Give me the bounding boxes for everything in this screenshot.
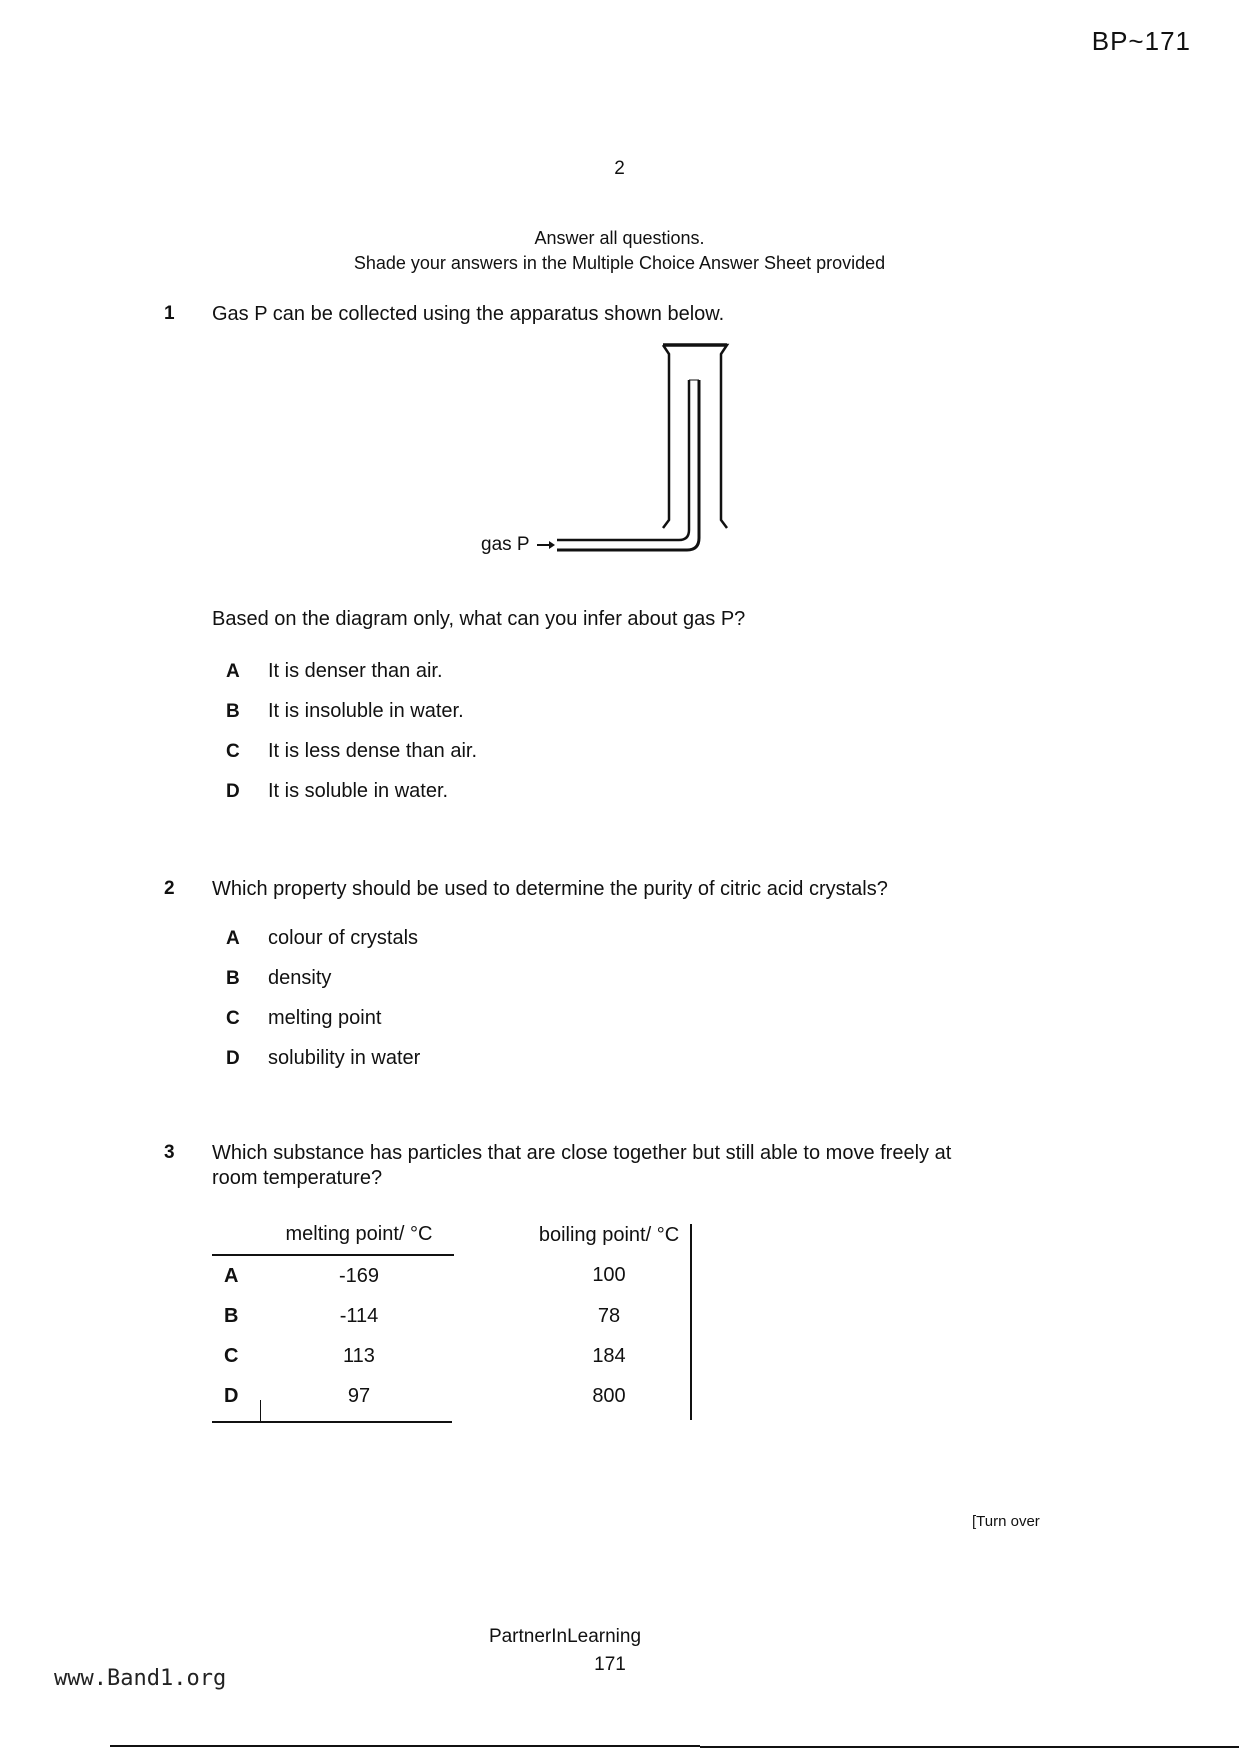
question-prompt: Based on the diagram only, what can you infer about gas P? [212,608,746,630]
boiling-point-cell: 184 [592,1344,626,1367]
melting-point-cell: -114 [339,1304,379,1327]
option-c[interactable] [226,740,477,763]
properties-table [212,1217,704,1416]
option-text: It is soluble in water. [268,780,449,802]
option-d[interactable] [226,780,448,803]
table-row [212,1376,704,1416]
footer-partner: PartnerInLearning [488,1626,642,1647]
diagram-label-gas-p: gas P [481,534,530,555]
table-bottom-border [212,1421,452,1423]
option-text: density [268,967,332,989]
table-inner-border [260,1400,261,1422]
question-stem: Gas P can be collected using the apparatus shown below. [212,303,725,325]
table-right-border [690,1224,692,1420]
row-letter: A [224,1264,239,1287]
gas-jar-delivery-tube-icon [505,340,745,570]
boiling-point-cell: 100 [592,1264,626,1286]
question-number: 3 [164,1142,175,1163]
question-number: 1 [164,303,175,324]
table-header-row [212,1217,704,1255]
document-code: BP~171 [1091,26,1191,56]
option-text: colour of crystals [268,927,419,949]
option-letter: B [226,701,240,722]
question-stem-line-1: Which substance has particles that are close together but still able to move freely at [212,1142,952,1164]
option-letter: C [226,741,240,762]
table-row [212,1296,704,1336]
instruction-line-2: Shade your answers in the Multiple Choice Answer Sheet provided [353,253,886,273]
row-letter: B [224,1304,239,1327]
option-text: It is insoluble in water. [268,700,464,722]
gas-collection-diagram [481,340,745,570]
instruction-line-1: Answer all questions. [534,228,705,248]
melting-point-cell: 97 [347,1384,371,1407]
option-b[interactable] [226,967,331,990]
table-header-boiling: boiling point/ °C [538,1223,680,1246]
table-row [212,1255,704,1296]
option-text: It is denser than air. [268,660,443,682]
option-text: solubility in water [268,1047,421,1069]
question-stem-line-2: room temperature? [212,1167,383,1189]
boiling-point-cell: 78 [597,1304,621,1327]
option-text: It is less dense than air. [268,740,478,762]
option-letter: A [226,661,240,682]
website-link[interactable]: www.Band1.org [54,1666,227,1691]
page-number: 2 [614,158,625,179]
table-header-blank [212,1217,264,1255]
table-header-melting: melting point/ °C [264,1217,454,1255]
melting-point-cell: -169 [338,1264,380,1287]
option-letter: A [226,928,240,949]
row-letter: D [224,1384,239,1407]
scan-edge-line [700,1746,1239,1748]
option-a[interactable] [226,660,443,683]
option-letter: D [226,1048,240,1069]
question-stem: Which property should be used to determine the purity of citric acid crystals? [212,878,888,900]
option-d[interactable] [226,1047,420,1070]
option-letter: B [226,968,240,989]
turn-over-note: [Turn over [972,1513,1040,1530]
scan-edge-line [110,1745,700,1747]
option-c[interactable] [226,1007,381,1030]
table-row [212,1336,704,1376]
option-text: melting point [268,1007,382,1029]
footer-page-ref: 171 [594,1654,626,1675]
question-number: 2 [164,878,175,899]
option-b[interactable] [226,700,464,723]
option-letter: C [226,1008,240,1029]
row-letter: C [224,1344,239,1367]
option-letter: D [226,781,240,802]
option-a[interactable] [226,927,418,950]
boiling-point-cell: 800 [592,1384,626,1407]
melting-point-cell: 113 [343,1344,375,1367]
